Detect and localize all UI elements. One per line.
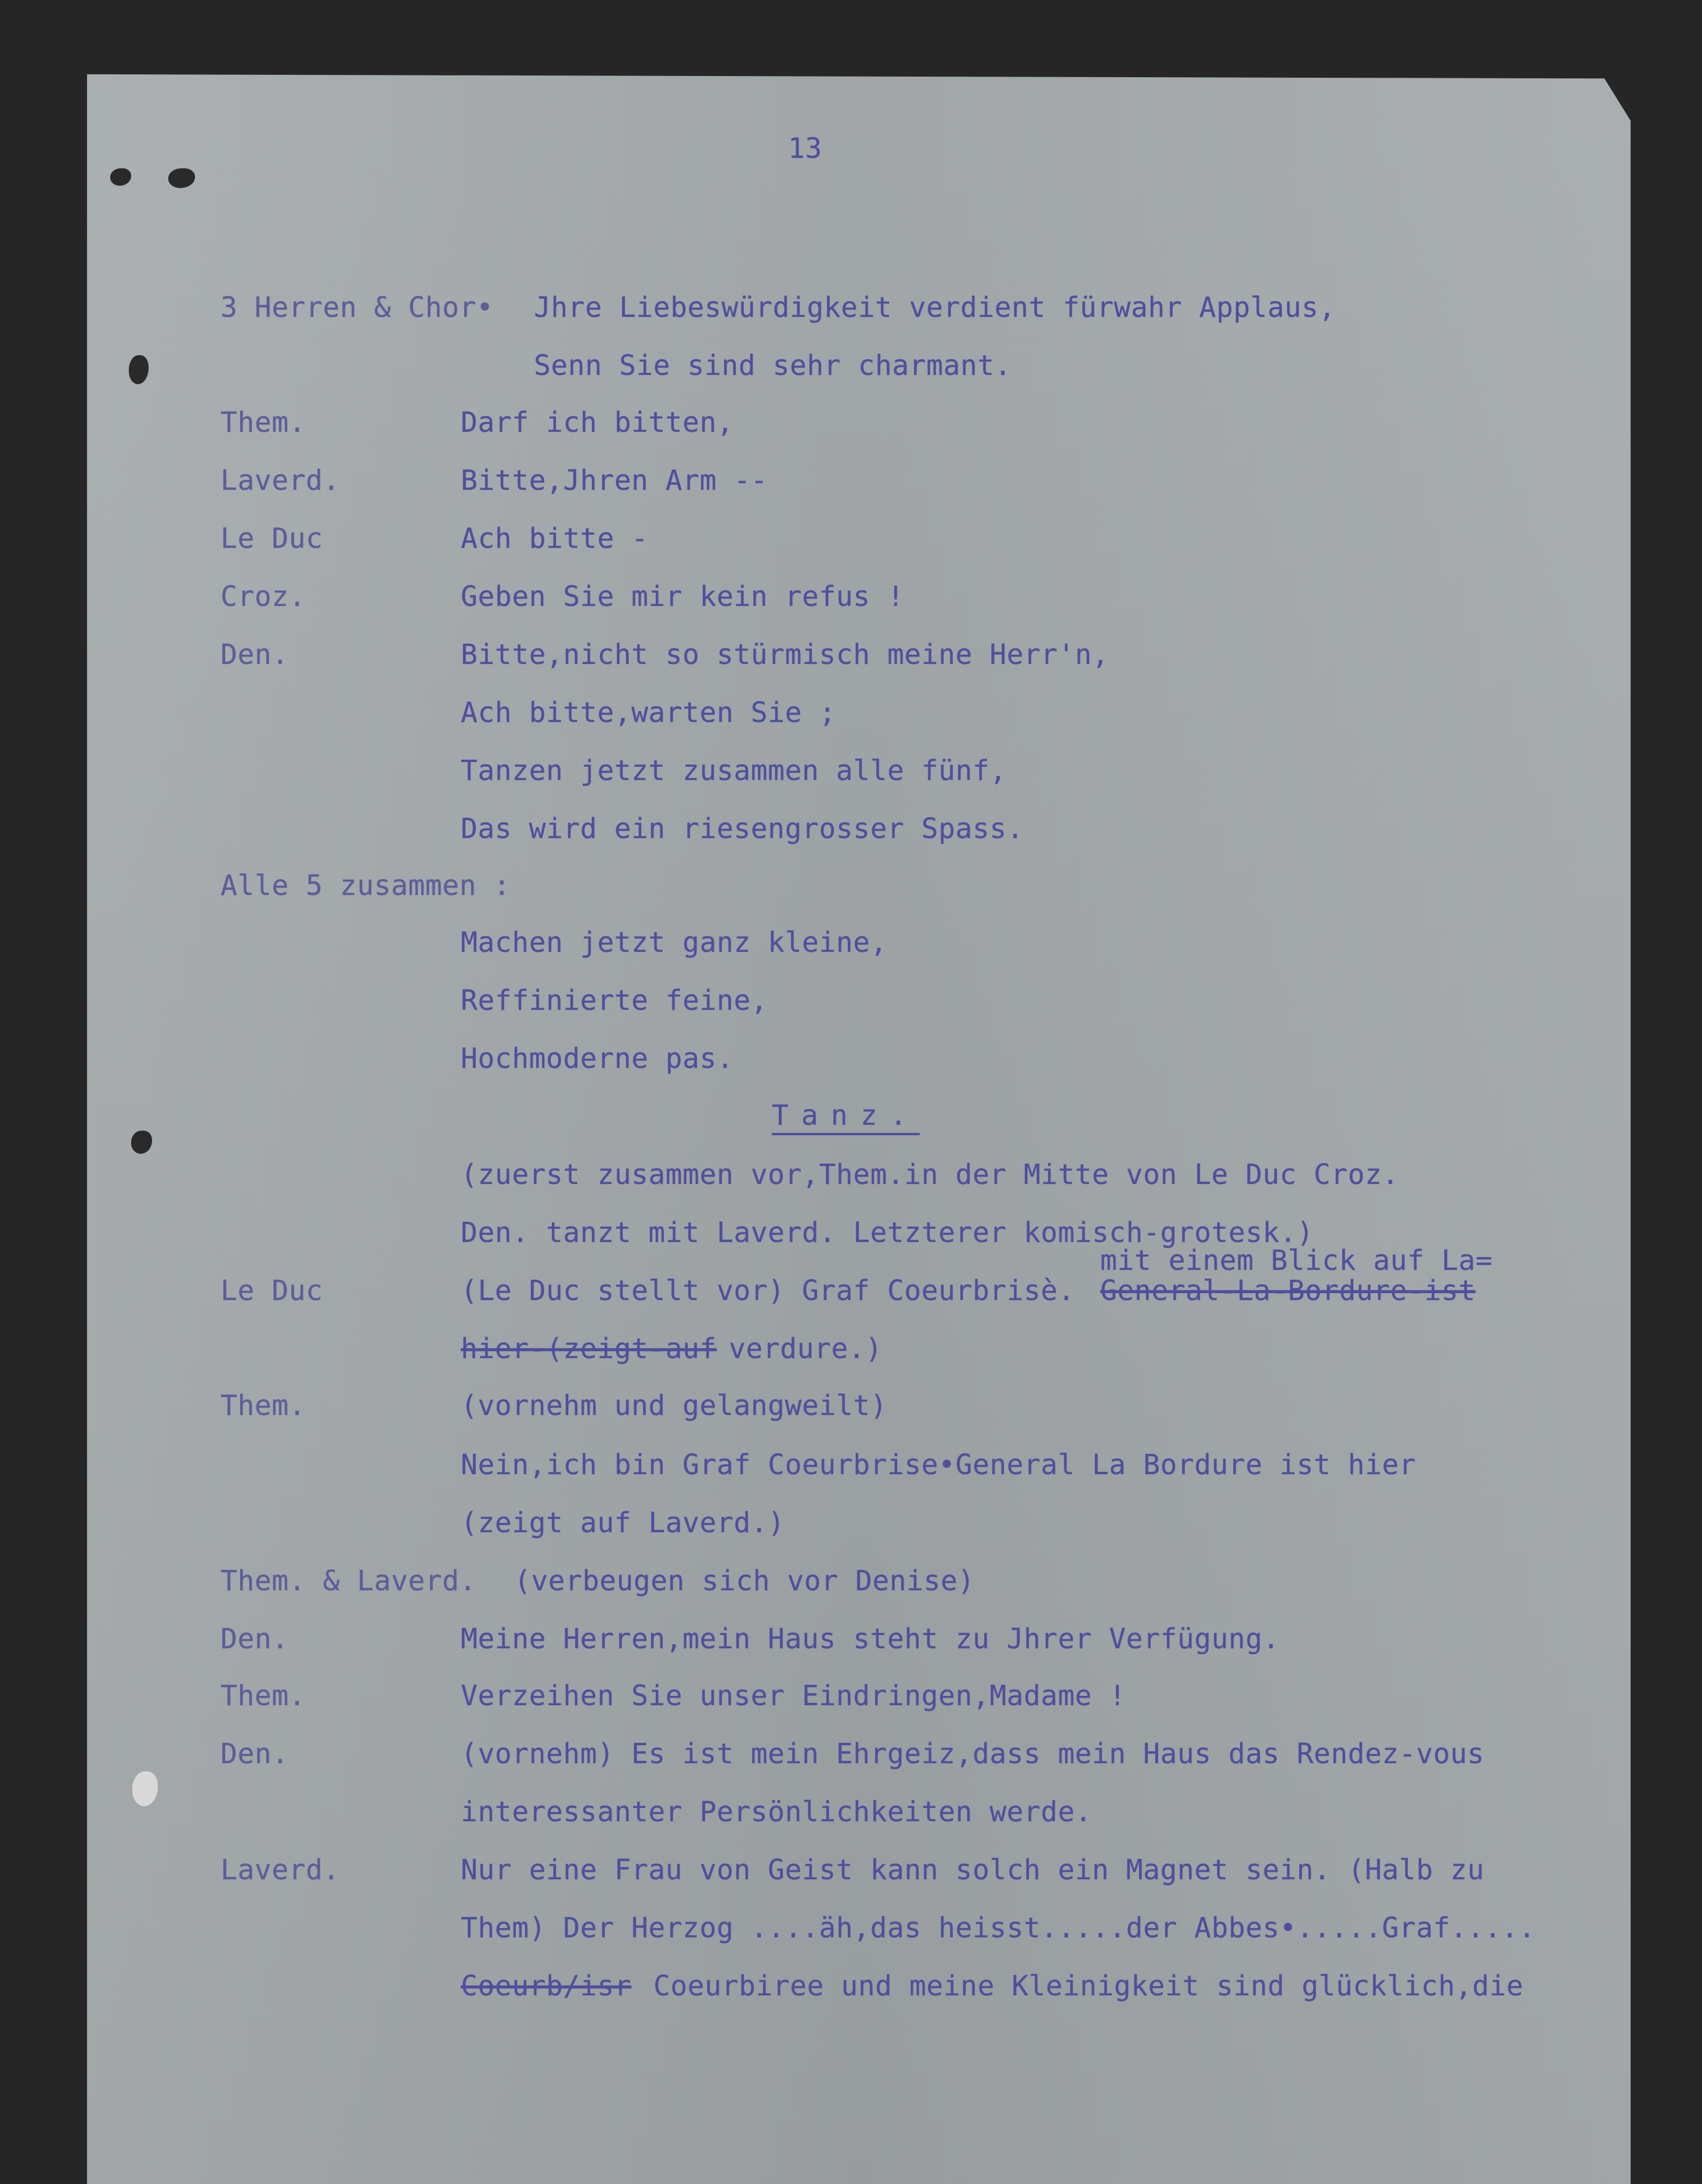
- speaker-label: Alle 5 zusammen :: [221, 869, 511, 902]
- speaker-label: Den.: [221, 638, 289, 671]
- speaker-label: Laverd.: [221, 1854, 340, 1886]
- dialogue-line: Machen jetzt ganz kleine,: [461, 926, 887, 959]
- speaker-label: Den.: [221, 1738, 289, 1770]
- struck-text: Coeurb/isr: [461, 1970, 631, 2002]
- dialogue-line: Das wird ein riesengrosser Spass.: [461, 813, 1024, 845]
- dialogue-line: Bitte,Jhren Arm --: [461, 464, 768, 497]
- dialogue-line: Nein,ich bin Graf Coeurbrise•General La Bordure ist hier: [461, 1449, 1416, 1481]
- speaker-label: Le Duc: [221, 522, 323, 555]
- dialogue-line: Them) Der Herzog ....äh,das heisst.....der Abbes•.....Graf.....: [461, 1912, 1536, 1944]
- dialogue-line: Nur eine Frau von Geist kann solch ein Magnet sein. (Halb zu: [461, 1854, 1484, 1886]
- dialogue-line: Senn Sie sind sehr charmant.: [534, 349, 1012, 382]
- stage-direction: (zuerst zusammen vor,Them.in der Mitte von Le Duc Croz.: [461, 1158, 1399, 1191]
- dialogue-line: Jhre Liebeswürdigkeit verdient fürwahr Applaus,: [534, 291, 1336, 324]
- dance-heading: Tanz.: [772, 1102, 920, 1135]
- dialogue-line: Verzeihen Sie unser Eindringen,Madame !: [461, 1680, 1126, 1712]
- dialogue-line: (vornehm und gelangweilt): [461, 1389, 887, 1422]
- speaker-label: Them. & Laverd.: [221, 1565, 476, 1597]
- dialogue-line: interessanter Persönlichkeiten werde.: [461, 1796, 1092, 1828]
- inserted-correction: mit einem Blick auf La=: [1100, 1244, 1493, 1277]
- stage-direction: (verbeugen sich vor Denise): [514, 1565, 975, 1597]
- dialogue-line: Meine Herren,mein Haus steht zu Jhrer Verfügung.: [461, 1623, 1280, 1655]
- speaker-label: 3 Herren & Chor•: [221, 291, 494, 324]
- speaker-label: Den.: [221, 1623, 289, 1655]
- struck-text: hier-(zeigt-auf: [461, 1333, 717, 1365]
- stage-direction: Den. tanzt mit Laverd. Letzterer komisch-grotesk.): [461, 1216, 1314, 1249]
- speaker-label: Le Duc: [221, 1275, 323, 1307]
- dialogue-line: (Le Duc stellt vor) Graf Coeurbrisè.: [461, 1275, 1075, 1307]
- dialogue-line: Darf ich bitten,: [461, 406, 734, 439]
- speaker-label: Them.: [221, 406, 306, 439]
- dialogue-line: Reffinierte feine,: [461, 984, 768, 1017]
- struck-text: General-La-Bordure-ist: [1100, 1275, 1476, 1307]
- dialogue-line: verdure.): [729, 1333, 883, 1365]
- speaker-label: Croz.: [221, 580, 306, 613]
- dialogue-line: Geben Sie mir kein refus !: [461, 580, 905, 613]
- dialogue-line: (vornehm) Es ist mein Ehrgeiz,dass mein Haus das Rendez-vous: [461, 1738, 1484, 1770]
- page-number: 13: [788, 132, 822, 165]
- dialogue-line: Hochmoderne pas.: [461, 1042, 734, 1075]
- dialogue-line: Ach bitte,warten Sie ;: [461, 696, 836, 729]
- dialogue-line: Bitte,nicht so stürmisch meine Herr'n,: [461, 638, 1110, 671]
- speaker-label: Them.: [221, 1680, 306, 1712]
- dialogue-line: Coeurbiree und meine Kleinigkeit sind glücklich,die: [653, 1970, 1524, 2002]
- speaker-label: Them.: [221, 1389, 306, 1422]
- dialogue-line: Tanzen jetzt zusammen alle fünf,: [461, 755, 1007, 787]
- dialogue-line: (zeigt auf Laverd.): [461, 1507, 785, 1539]
- speaker-label: Laverd.: [221, 464, 340, 497]
- dialogue-line: Ach bitte -: [461, 522, 649, 555]
